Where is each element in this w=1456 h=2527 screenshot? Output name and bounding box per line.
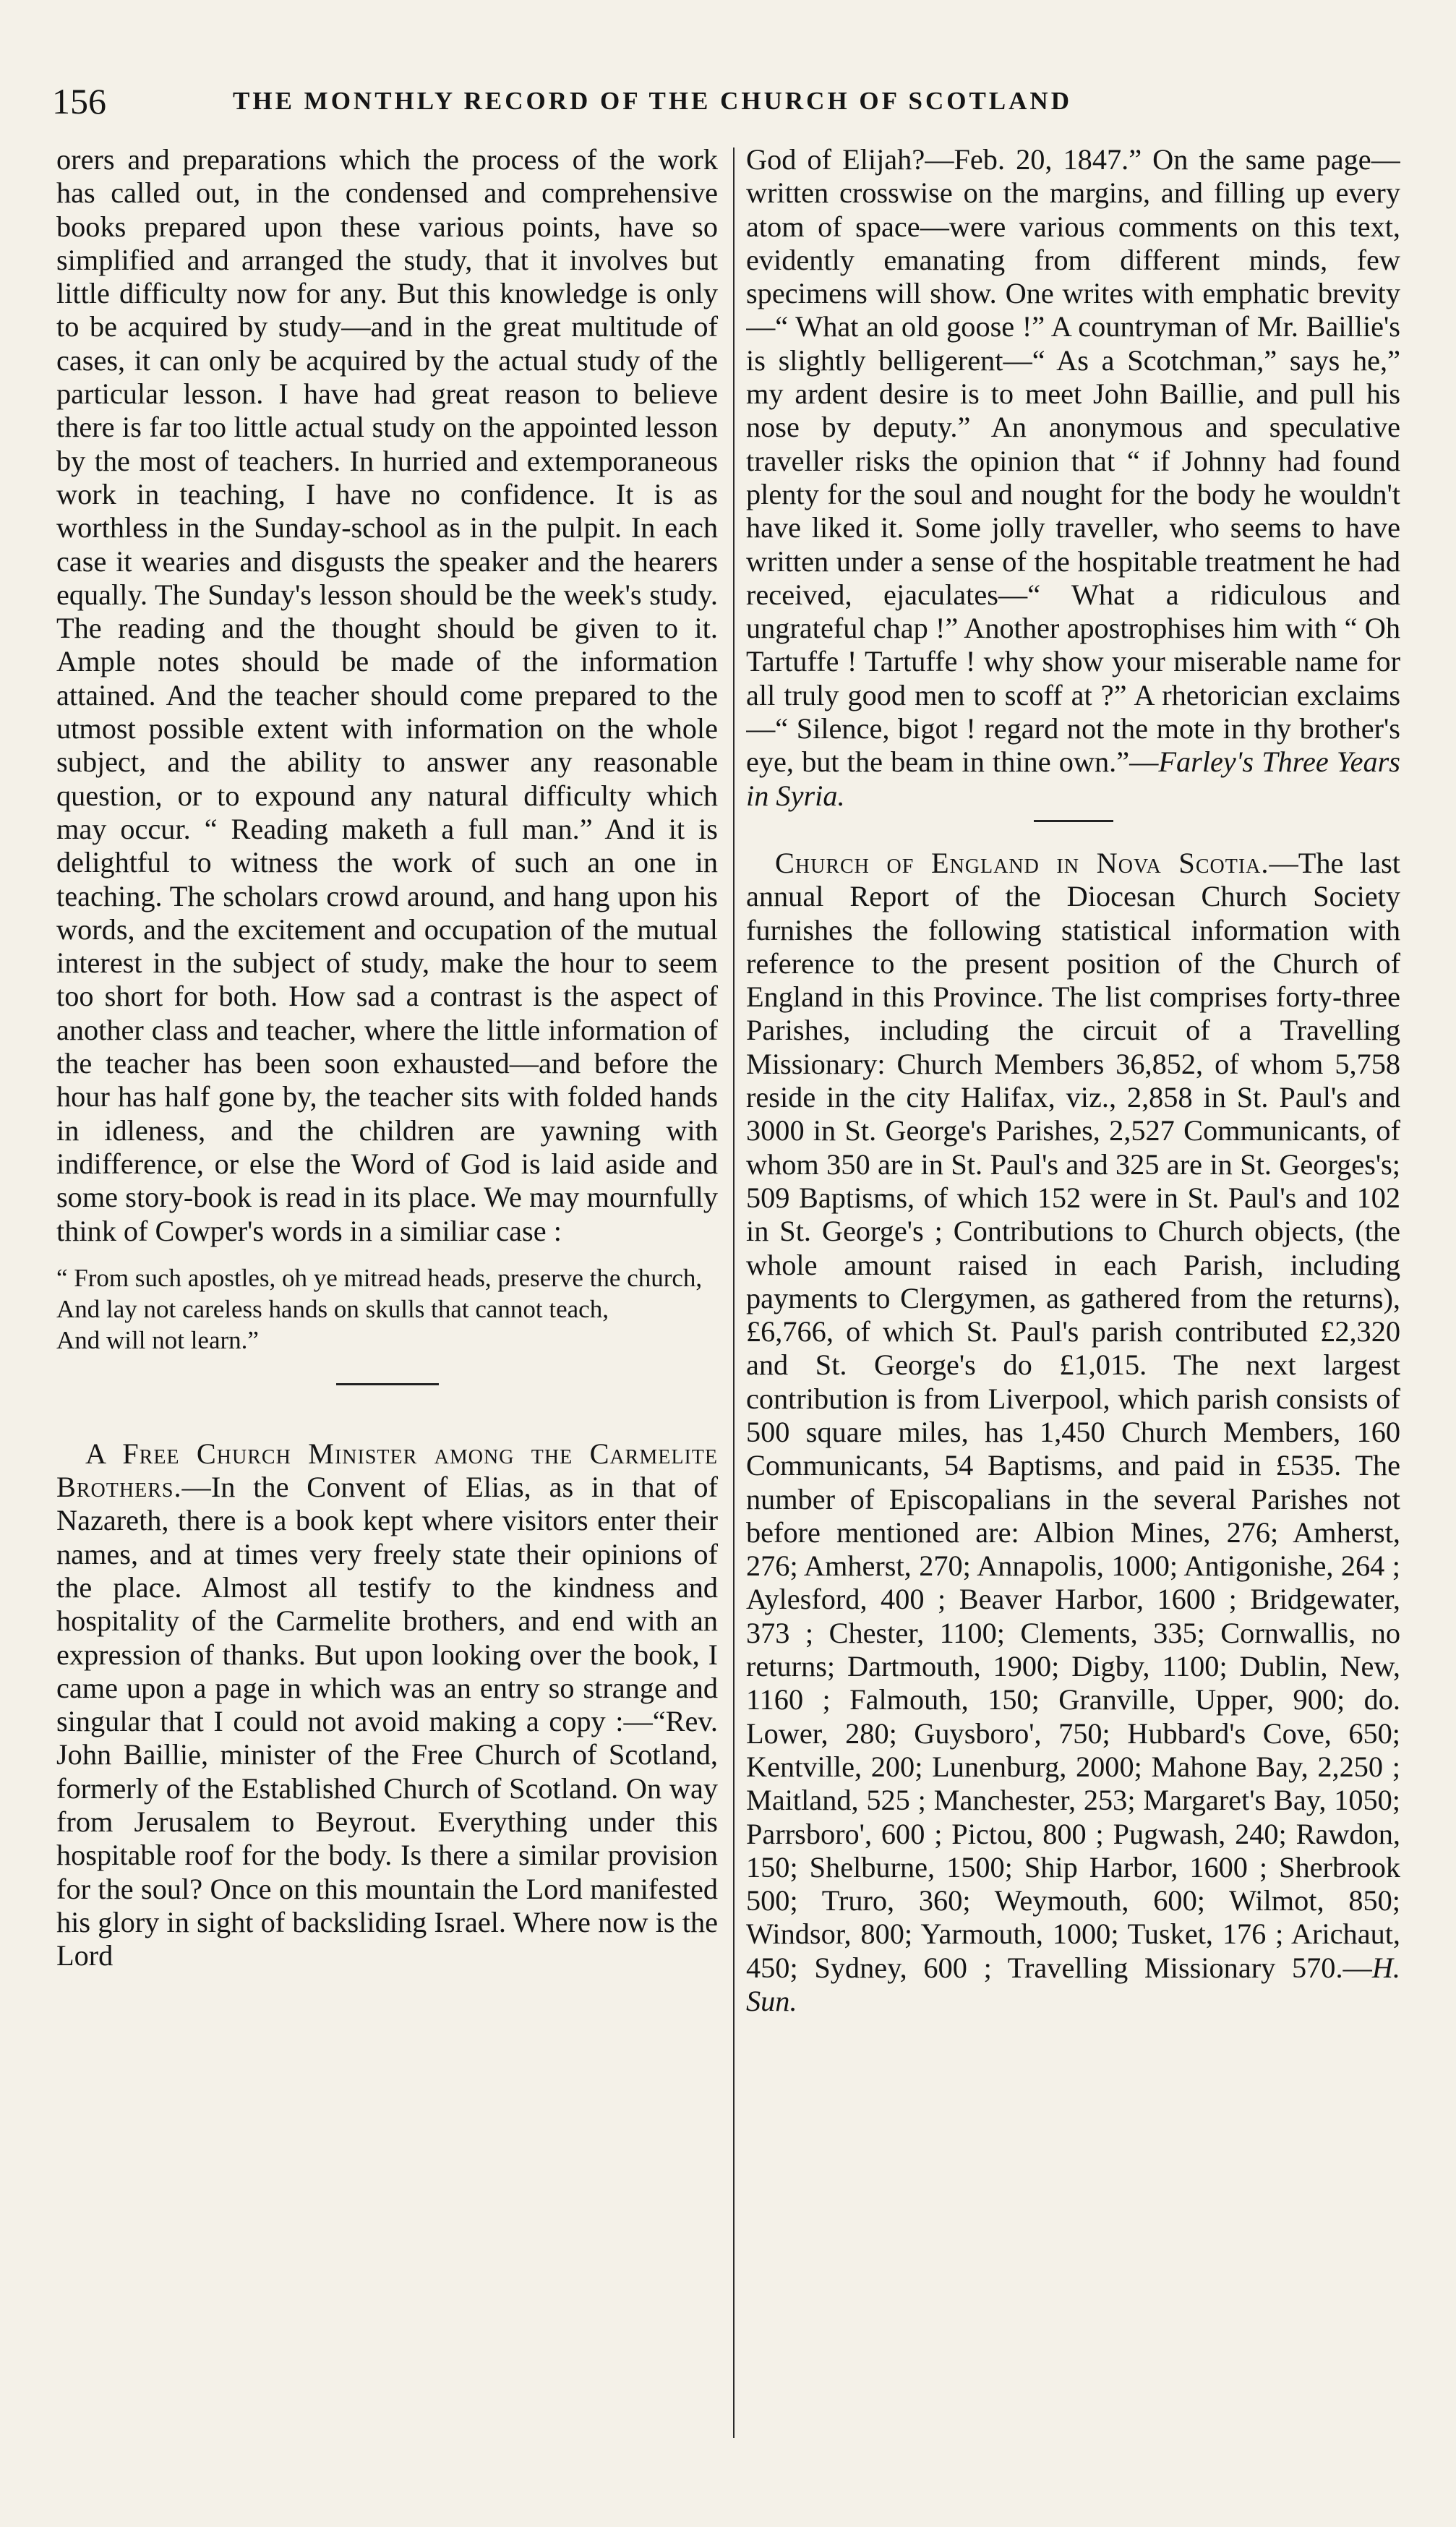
section-divider xyxy=(1034,820,1113,822)
cowper-quote xyxy=(56,1262,718,1356)
article-body: —In the Convent of Elias, as in that of Nazareth, there is a book kept where visitors enter their names, and at times very freely state their opinions of the place. Almost all testify to the kindness and hospitality of the Carmelite brothers, and end with an expression of thanks. But upon looking over the book, I came upon a page in which was an entry so strange and singular that I could not avoid making a copy :—“Rev. John Baillie, minister of the Free Church of Scotland, formerly of the Established Church of Scotland. On way from Jerusalem to Beyrout. Everything under this hospitable roof for the body. Is there a similar provision for the soul? Once on this mountain the Lord manifested his glory in sight of backsliding Israel. Where now is the Lord xyxy=(56,1471,718,1972)
quote-line: “ From such apostles, oh ye mitread heads, preserve the church, xyxy=(56,1263,703,1292)
article-heading: Church of England in Nova Scotia. xyxy=(775,846,1269,879)
nova-scotia-article xyxy=(746,847,1400,2018)
section-divider xyxy=(336,1383,439,1385)
page-header xyxy=(48,72,1443,130)
source-citation: H. Sun. xyxy=(746,1951,1400,2018)
page-number: 156 xyxy=(52,81,106,121)
column-divider xyxy=(733,147,735,2438)
left-column xyxy=(56,143,718,2435)
article-body: —The last annual Report of the Diocesan Church Society furnishes the following statistical information with reference to the present position of the Church of England in this Province. The list comprises forty-three Parishes, including the circuit of a Travelling Missionary: Church Members 36,852, of whom 5,758 reside in the city Halifax, viz., 2,858 in St. Paul's and 3000 in St. George's Parishes, 2,527 Communicants, of whom 350 are in St. Paul's and 325 are in St. Georges's; 509 Baptisms, of which 152 were in St. Paul's and 102 in St. George's ; Contributions to Church objects, (the whole amount raised in each Parish, including payments to Clergymen, as gathered from the returns), £6,766, of which St. Paul's parish contributed £2,320 and St. George's do £1,015. The next largest contribution is from Liverpool, which parish consists of 500 square miles, has 1,450 Church Members, 160 Communicants, 54 Baptisms, and paid in £535. The number of Episcopalians in the several Parishes not before mentioned are: Albion Mines, 276; Amherst, 276; Amherst, 270; Annapolis, 1000; Antigonishe, 264 ; Aylesford, 400 ; Beaver Harbor, 1600 ; Bridgewater, 373 ; Chester, 1100; Clements, 335; Cornwallis, no returns; Dartmouth, 1900; Digby, 1100; Dublin, New, 1160 ; Falmouth, 150; Granville, Upper, 900; do. Lower, 280; Guysboro', 750; Hubbard's Cove, 650; Kentville, 200; Lunenburg, 2000; Mahone Bay, 2,250 ; Maitland, 525 ; Manchester, 253; Margaret's Bay, 1050; Parrsboro', 600 ; Pictou, 800 ; Pugwash, 240; Rawdon, 150; Shelburne, 1500; Ship Harbor, 1600 ; Sherbrook 500; Truro, 360; Weymouth, 600; Wilmot, 850; Windsor, 800; Yarmouth, 1000; Tusket, 176 ; Arichaut, 450; Sydney, 600 ; Travelling Missionary 570.— xyxy=(746,846,1400,1984)
carmelite-continuation xyxy=(746,143,1400,813)
sunday-school-paragraph: orers and preparations which the process of the work has called out, in the condensed and comprehensive books prepared upon these various points, have so simplified and arranged the study, that it involves but little difficulty now for any. But this knowledge is only to be acquired by study—and in the great multitude of cases, it can only be acquired by the actual study of the particular lesson. I have had great reason to believe there is far too little actual study on the appointed lesson by the most of teachers. In hurried and extemporaneous work in teaching, I have no confidence. It is as worthless in the Sunday-school as in the pulpit. In each case it wearies and disgusts the speaker and the hearers equally. The Sunday's lesson should be the week's study. The reading and the thought should be given to it. Ample notes should be made of the information attained. And the teacher should come prepared to the utmost possible extent with information on the whole subject, and the ability to answer any reasonable question, or to expound any natural difficulty which may occur. “ Reading maketh a full man.” And it is delightful to witness the work of such an one in teaching. The scholars crowd around, and hang upon his words, and the excitement and occupation of the mutual interest in the subject of study, make the hour to seem too short for both. How sad a contrast is the aspect of another class and teacher, where the little information of the teacher has been soon exhausted—and before the hour has half gone by, the teacher sits with folded hands in idleness, and the children are yawning with indifference, or else the Word of God is laid aside and some story-book is read in its place. We may mournfully think of Cowper's words in a similiar case : xyxy=(56,143,718,1247)
article-heading: A Free Church Minister among the Carmelite Brothers. xyxy=(56,1437,718,1504)
running-title: THE MONTHLY RECORD OF THE CHURCH OF SCOTLAND xyxy=(233,87,1072,115)
quote-line: And will not learn.” xyxy=(56,1325,259,1354)
quote-line: And lay not careless hands on skulls that cannot teach, xyxy=(56,1294,609,1323)
source-citation: Farley's Three Years in Syria. xyxy=(746,745,1400,812)
continuation-text: God of Elijah?—Feb. 20, 1847.” On the same page—written crosswise on the margins, and filling up every atom of space—were various comments on this text, evidently emanating from different minds, few specimens will show. One writes with emphatic brevity—“ What an old goose !” A countryman of Mr. Baillie's is slightly belligerent—“ As a Scotchman,” says he,” my ardent desire is to meet John Baillie, and pull his nose by deputy.” An anonymous and speculative traveller risks the opinion that “ if Johnny had found plenty for the soul and nought for the body he wouldn't have liked it. Some jolly traveller, who seems to have written under a sense of the hospitable treatment he had received, ejaculates—“ What a ridiculous and ungrateful chap !” Another apostrophises him with “ Oh Tartuffe ! Tartuffe ! why show your miserable name for all truly good men to scoff at ?” A rhetorician exclaims—“ Silence, bigot ! regard not the mote in thy brother's eye, but the beam in thine own.”— xyxy=(746,143,1400,779)
carmelite-article xyxy=(56,1437,718,1973)
right-column xyxy=(746,143,1400,2435)
